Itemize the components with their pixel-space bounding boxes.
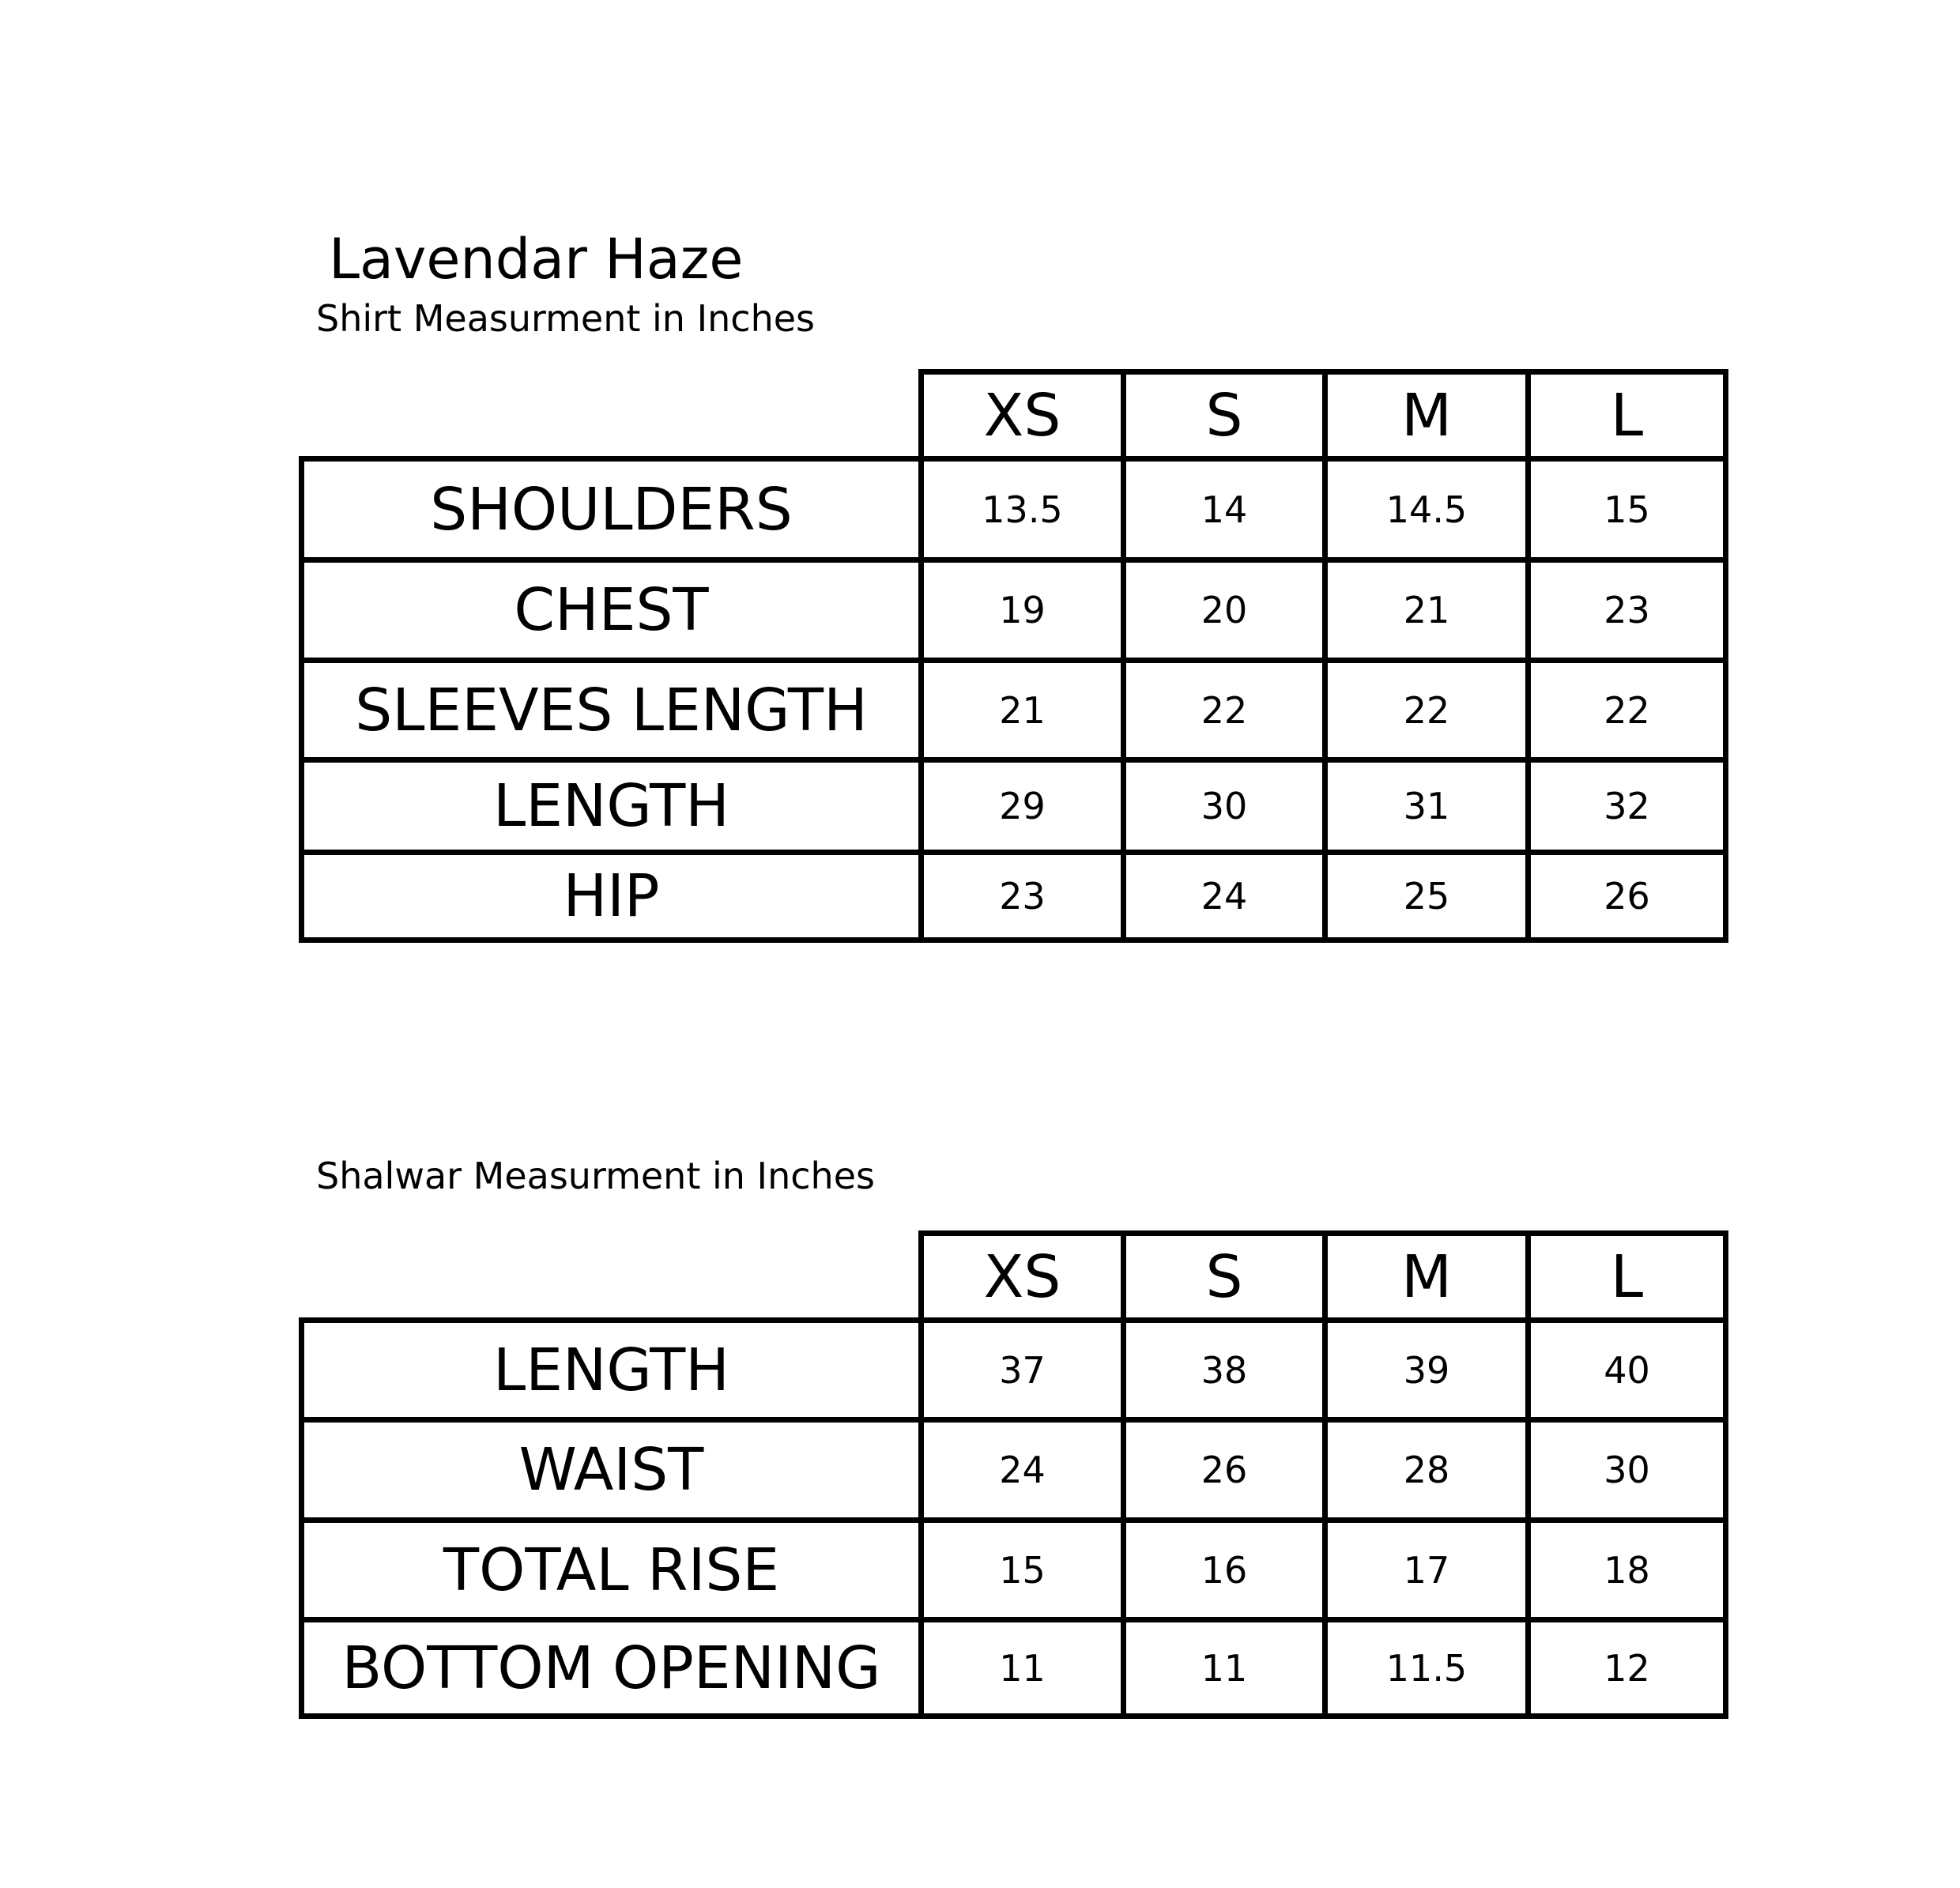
measurement-value: 32 xyxy=(1604,785,1650,827)
row-label: TOTAL RISE xyxy=(443,1536,780,1604)
column-border xyxy=(918,1230,924,1719)
measurement-value: 39 xyxy=(1403,1348,1450,1392)
measurement-value: 29 xyxy=(999,785,1046,827)
row-label: WAIST xyxy=(518,1436,704,1504)
row-border xyxy=(299,1713,1728,1719)
measurement-value: 25 xyxy=(1403,875,1450,918)
measurement-value: 15 xyxy=(999,1548,1046,1592)
measurement-value: 15 xyxy=(1604,488,1650,531)
measurement-value: 30 xyxy=(1200,785,1248,827)
row-label: SHOULDERS xyxy=(430,475,793,544)
row-border xyxy=(299,1417,1728,1423)
measurement-value: 23 xyxy=(1604,589,1650,631)
column-border xyxy=(1723,1230,1728,1719)
measurement-value: 14 xyxy=(1200,488,1248,531)
row-label: BOTTOM OPENING xyxy=(341,1634,881,1702)
row-label: HIP xyxy=(563,862,660,930)
measurement-value: 11 xyxy=(999,1646,1046,1690)
row-label: SLEEVES LENGTH xyxy=(355,676,868,744)
measurement-value: 11.5 xyxy=(1385,1646,1468,1690)
column-border xyxy=(1121,1230,1126,1719)
measurement-value: 26 xyxy=(1200,1449,1248,1491)
measurement-value: 22 xyxy=(1604,688,1650,732)
column-border xyxy=(1322,1230,1328,1719)
shirt-table-caption: Shirt Measurment in Inches xyxy=(316,297,816,340)
measurement-value: 18 xyxy=(1604,1548,1650,1592)
size-header-xs: XS xyxy=(983,381,1061,450)
measurement-value: 31 xyxy=(1403,785,1450,827)
measurement-value: 23 xyxy=(999,875,1046,918)
size-header-l: L xyxy=(1610,381,1644,450)
page-title: Lavendar Haze xyxy=(329,227,744,292)
measurement-value: 11 xyxy=(1200,1646,1248,1690)
row-label: LENGTH xyxy=(493,772,729,840)
measurement-value: 17 xyxy=(1403,1548,1450,1592)
size-header-m: M xyxy=(1401,381,1452,450)
measurement-value: 37 xyxy=(999,1348,1046,1392)
measurement-value: 16 xyxy=(1200,1548,1248,1592)
size-header-xs: XS xyxy=(983,1242,1061,1311)
measurement-value: 24 xyxy=(999,1449,1046,1491)
row-label: LENGTH xyxy=(493,1336,729,1404)
measurement-value: 22 xyxy=(1403,688,1450,732)
size-header-m: M xyxy=(1401,1242,1452,1311)
measurement-value: 30 xyxy=(1604,1449,1650,1491)
measurement-value: 21 xyxy=(1403,589,1450,631)
measurement-value: 24 xyxy=(1200,875,1248,918)
row-border xyxy=(299,1617,1728,1622)
row-border xyxy=(299,1517,1728,1523)
table-left-border xyxy=(299,1317,304,1719)
measurement-value: 26 xyxy=(1604,875,1650,918)
size-header-l: L xyxy=(1610,1242,1644,1311)
measurement-value: 40 xyxy=(1604,1348,1650,1392)
row-label: CHEST xyxy=(514,576,709,644)
measurement-value: 13.5 xyxy=(982,488,1063,531)
measurement-value: 20 xyxy=(1200,589,1248,631)
measurement-value: 28 xyxy=(1403,1449,1450,1491)
measurement-value: 14.5 xyxy=(1385,488,1468,531)
measurement-value: 38 xyxy=(1200,1348,1248,1392)
size-header-s: S xyxy=(1205,381,1243,450)
measurement-value: 22 xyxy=(1200,688,1248,732)
measurement-value: 19 xyxy=(999,589,1046,631)
shalwar-table-caption: Shalwar Measurment in Inches xyxy=(316,1155,875,1197)
size-header-s: S xyxy=(1205,1242,1243,1311)
measurement-value: 12 xyxy=(1604,1646,1650,1690)
column-border xyxy=(1525,1230,1531,1719)
row-border xyxy=(299,1317,1728,1323)
measurement-value: 21 xyxy=(999,688,1046,732)
